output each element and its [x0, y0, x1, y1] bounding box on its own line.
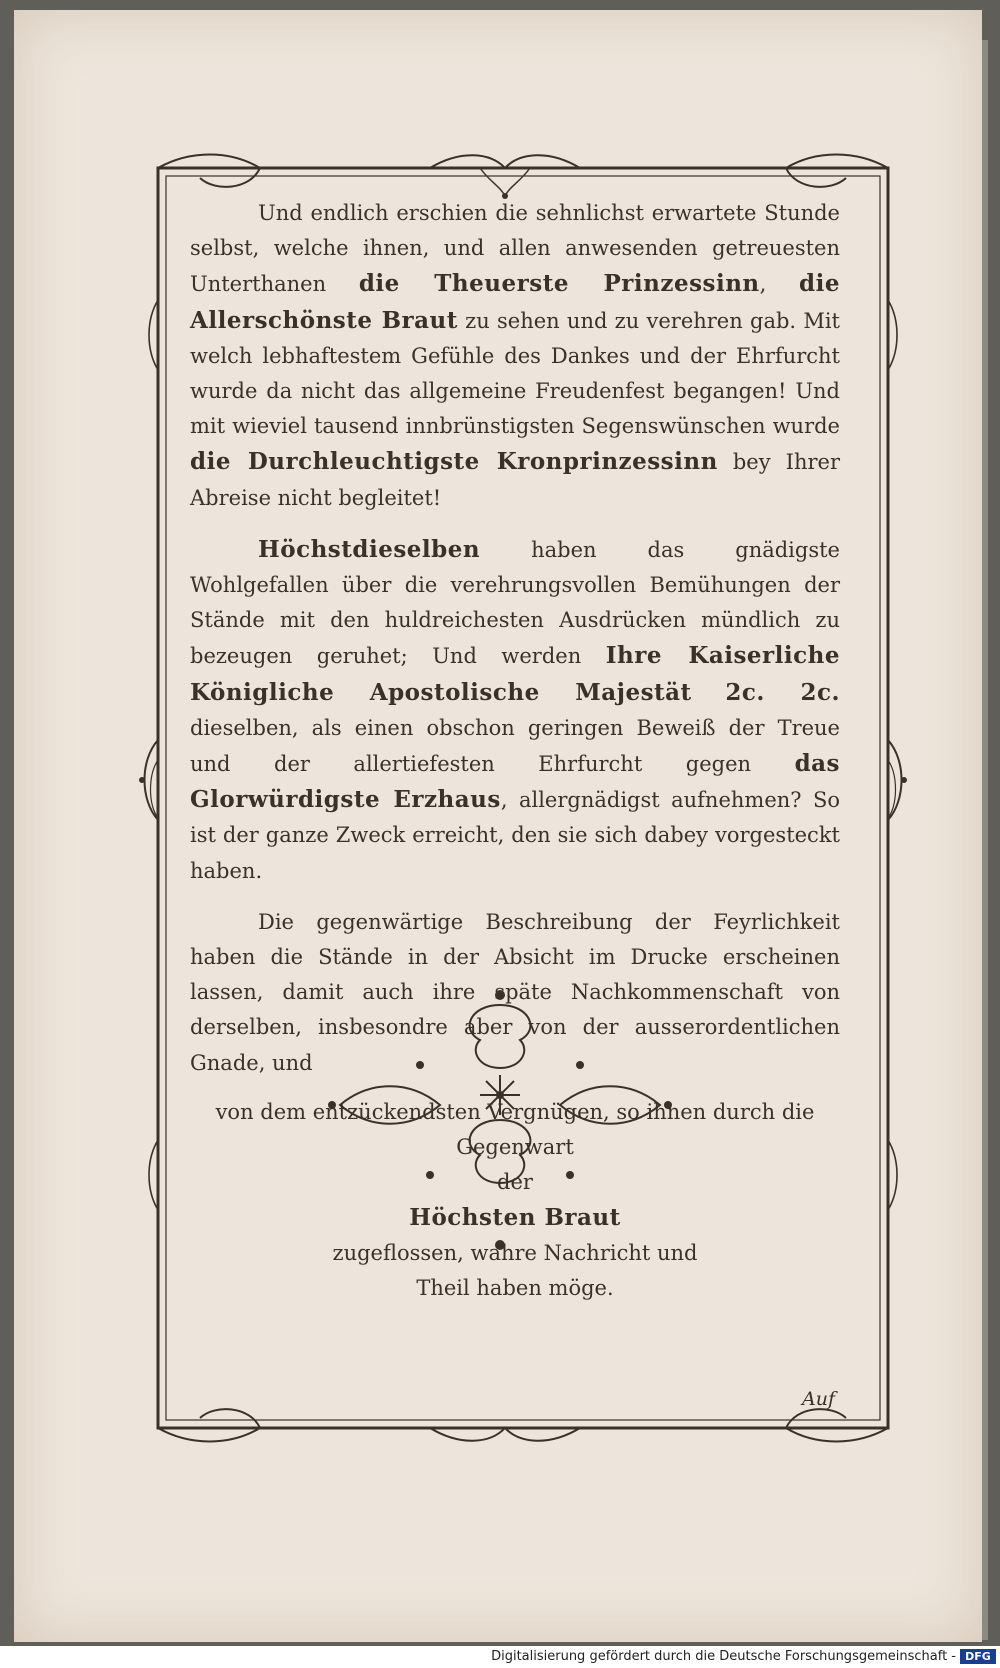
text-run: haben das gnädigste Wohlgefallen über die verehrungsvollen Bemühungen der Stände mit den huldreichesten Ausdrücken mündlich zu bezeugen geruhet; Und werden	[190, 537, 840, 669]
emphasis-run: die Theuerste Prinzessinn	[358, 270, 760, 298]
dfg-logo-icon[interactable]: DFG	[960, 1649, 996, 1664]
text-run: zu sehen und zu verehren gab. Mit welch lebhaftestem Gefühle des Dankes und der Ehrfurcht wurde da nicht das allgemeine Freudenfest begangen! Und mit wieviel tausend innbrünstigsten Segenswünschen wurde	[190, 308, 840, 439]
emphasis-run: 2c. 2c.	[725, 678, 840, 706]
paragraph-1	[190, 196, 840, 516]
paragraph-2	[190, 532, 840, 889]
text-run: ,	[759, 272, 800, 297]
text-run: Die gegenwärtige Beschreibung der Feyrlichkeit haben die Stände in der Absicht im Drucke erscheinen lassen, damit auch ihre späte Nachkommenschaft von derselben, insbesondre aber von der ausserordentlichen Gnade, und	[190, 909, 840, 1075]
text-run: dieselben, als einen obschon geringen Beweiß der Treue und der allertiefesten Ehrfurcht gegen	[190, 715, 840, 777]
emphasis-run: Höchsten Braut	[409, 1204, 621, 1232]
emphasis-run: die Durchleuchtigste Kronprinzessinn	[190, 448, 718, 476]
paragraph-3	[190, 905, 840, 1081]
text-run: Und endlich erschien die sehnlichst erwartete Stunde selbst, welche ihnen, und allen anwesenden getreuesten Unterthanen	[190, 201, 840, 297]
closing-line-1: von dem entzückendsten Vergnügen, so ihnen durch die Gegenwart	[215, 1099, 815, 1160]
emphasis-run: die Allerschönste Braut	[190, 270, 840, 334]
closing-lines	[190, 1095, 840, 1306]
footer-credit[interactable]: Digitalisierung gefördert durch die Deutsche Forschungsgemeinschaft -	[491, 1649, 956, 1664]
main-text	[190, 196, 840, 1306]
closing-line-3: Theil haben möge.	[416, 1275, 614, 1300]
text-run: bey Ihrer Abreise nicht begleitet!	[190, 450, 840, 510]
closing-line-2	[190, 1165, 840, 1271]
emphasis-run: Ihre Kaiserliche Königliche Apostolische Majestät	[190, 642, 841, 706]
text-run: der	[497, 1170, 533, 1195]
emphasis-run: das Glorwürdigste Erzhaus	[190, 750, 840, 814]
catchword: Auf	[802, 1388, 835, 1410]
emphasis-run: Höchstdieselben	[258, 535, 481, 563]
text-run	[692, 681, 726, 705]
footer-bar	[0, 1646, 1000, 1668]
text-run: zugeflossen, wahre Nachricht und	[332, 1240, 698, 1265]
text-run: , allergnädigst aufnehmen? So ist der ganze Zweck erreicht, den sie sich dabey vorgesteckt haben.	[190, 788, 840, 883]
